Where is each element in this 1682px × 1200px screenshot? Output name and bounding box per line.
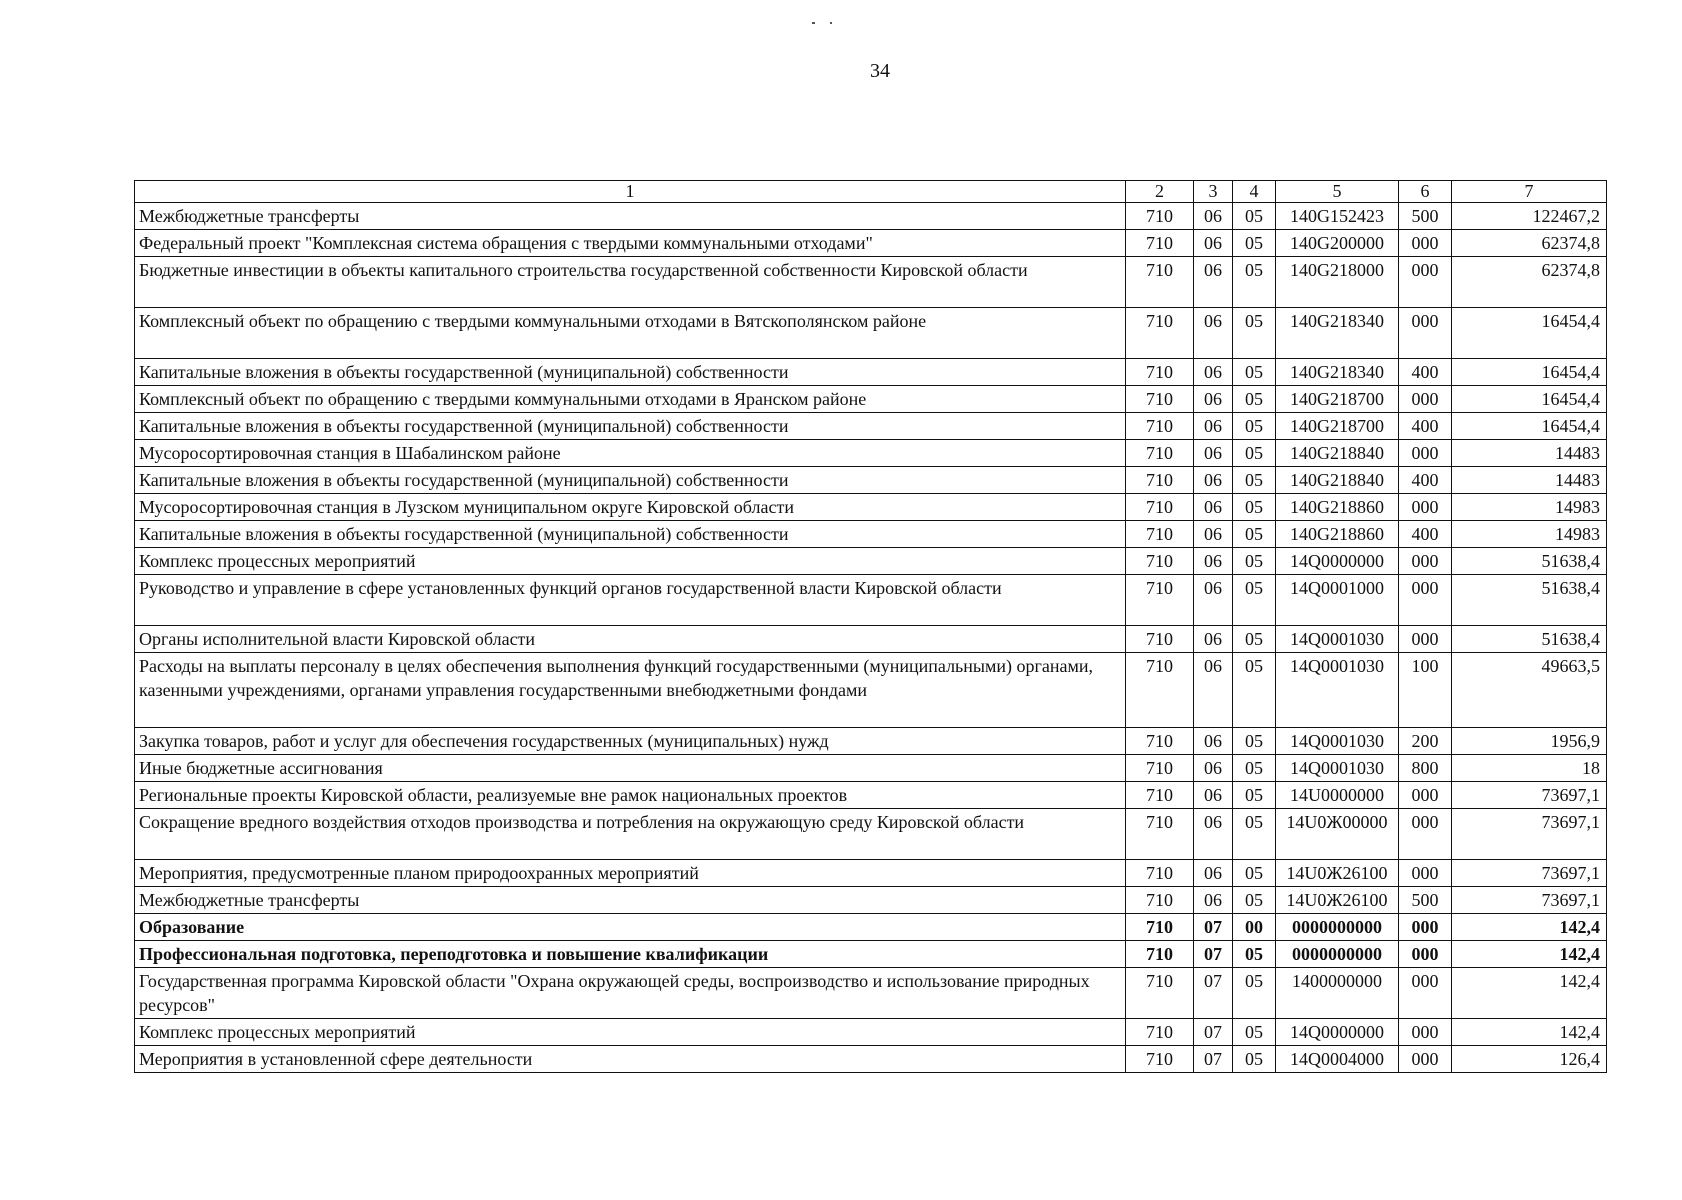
row-target-article-cell: 0000000000: [1276, 914, 1399, 941]
row-amount-cell: 142,4: [1452, 1019, 1607, 1046]
column-header-7: 7: [1452, 181, 1607, 203]
row-expense-type-cell: 800: [1399, 755, 1452, 782]
row-target-article-cell: 14U0Ж00000: [1276, 809, 1399, 860]
row-section-cell: 06: [1194, 494, 1233, 521]
row-ministry-code-cell: 710: [1126, 359, 1194, 386]
row-ministry-code-cell: 710: [1126, 653, 1194, 728]
row-amount-cell: 126,4: [1452, 1046, 1607, 1073]
table-row: [135, 728, 1607, 755]
row-section-cell: 07: [1194, 1046, 1233, 1073]
row-subsection-cell: 05: [1233, 782, 1276, 809]
row-name-cell: Мусоросортировочная станция в Шабалинском районе: [135, 440, 1126, 467]
row-amount-cell: 51638,4: [1452, 626, 1607, 653]
table-row: [135, 941, 1607, 968]
row-section-cell: 07: [1194, 1019, 1233, 1046]
row-target-article-cell: 14Q0001030: [1276, 653, 1399, 728]
row-amount-cell: 1956,9: [1452, 728, 1607, 755]
row-target-article-cell: 14Q0001030: [1276, 755, 1399, 782]
table-row: [135, 440, 1607, 467]
row-name-cell: Расходы на выплаты персоналу в целях обеспечения выполнения функций государственными (муниципальными) органами, казенными учреждениями, органами управления государственными внебюджетными фондами: [135, 653, 1126, 728]
row-name-cell: Федеральный проект "Комплексная система обращения с твердыми коммунальными отходами": [135, 230, 1126, 257]
row-expense-type-cell: 400: [1399, 413, 1452, 440]
row-amount-cell: 62374,8: [1452, 230, 1607, 257]
page-number: 34: [870, 60, 890, 82]
row-target-article-cell: 140G218700: [1276, 386, 1399, 413]
row-target-article-cell: 0000000000: [1276, 941, 1399, 968]
row-expense-type-cell: 000: [1399, 782, 1452, 809]
row-name-cell: Государственная программа Кировской области "Охрана окружающей среды, воспроизводство и использование природных ресурсов": [135, 968, 1126, 1019]
row-target-article-cell: 140G218700: [1276, 413, 1399, 440]
row-amount-cell: 73697,1: [1452, 782, 1607, 809]
row-ministry-code-cell: 710: [1126, 887, 1194, 914]
row-section-cell: 06: [1194, 653, 1233, 728]
row-ministry-code-cell: 710: [1126, 914, 1194, 941]
row-name-cell: Сокращение вредного воздействия отходов производства и потребления на окружающую среду Кировской области: [135, 809, 1126, 860]
row-ministry-code-cell: 710: [1126, 440, 1194, 467]
table-row: [135, 575, 1607, 626]
row-expense-type-cell: 000: [1399, 1019, 1452, 1046]
table-row: [135, 230, 1607, 257]
table-row: [135, 494, 1607, 521]
row-subsection-cell: 05: [1233, 359, 1276, 386]
row-name-cell: Иные бюджетные ассигнования: [135, 755, 1126, 782]
row-ministry-code-cell: 710: [1126, 203, 1194, 230]
row-ministry-code-cell: 710: [1126, 968, 1194, 1019]
row-section-cell: 06: [1194, 359, 1233, 386]
row-section-cell: 06: [1194, 467, 1233, 494]
row-ministry-code-cell: 710: [1126, 548, 1194, 575]
row-name-cell: Мусоросортировочная станция в Лузском муниципальном округе Кировской области: [135, 494, 1126, 521]
row-name-cell: Руководство и управление в сфере установленных функций органов государственной власти Кировской области: [135, 575, 1126, 626]
row-expense-type-cell: 000: [1399, 548, 1452, 575]
row-amount-cell: 16454,4: [1452, 308, 1607, 359]
row-subsection-cell: 05: [1233, 887, 1276, 914]
row-expense-type-cell: 000: [1399, 257, 1452, 308]
row-section-cell: 06: [1194, 440, 1233, 467]
row-subsection-cell: 05: [1233, 755, 1276, 782]
row-section-cell: 06: [1194, 860, 1233, 887]
table-row: [135, 308, 1607, 359]
row-section-cell: 06: [1194, 782, 1233, 809]
row-expense-type-cell: 100: [1399, 653, 1452, 728]
row-amount-cell: 14983: [1452, 521, 1607, 548]
table-row: [135, 968, 1607, 1019]
row-section-cell: 06: [1194, 230, 1233, 257]
row-amount-cell: 51638,4: [1452, 548, 1607, 575]
row-name-cell: Межбюджетные трансферты: [135, 203, 1126, 230]
row-section-cell: 07: [1194, 968, 1233, 1019]
row-subsection-cell: 05: [1233, 203, 1276, 230]
row-subsection-cell: 05: [1233, 575, 1276, 626]
table-row: [135, 653, 1607, 728]
row-target-article-cell: 14U0Ж26100: [1276, 887, 1399, 914]
scan-speck: [830, 22, 832, 24]
column-header-6: 6: [1399, 181, 1452, 203]
row-target-article-cell: 14Q0004000: [1276, 1046, 1399, 1073]
row-subsection-cell: 05: [1233, 257, 1276, 308]
column-number-header-row: [135, 181, 1607, 203]
row-expense-type-cell: 000: [1399, 941, 1452, 968]
row-amount-cell: 73697,1: [1452, 809, 1607, 860]
row-target-article-cell: 14Q0000000: [1276, 548, 1399, 575]
row-subsection-cell: 05: [1233, 653, 1276, 728]
row-target-article-cell: 140G218340: [1276, 359, 1399, 386]
row-section-cell: 06: [1194, 413, 1233, 440]
table-row: [135, 755, 1607, 782]
row-subsection-cell: 05: [1233, 440, 1276, 467]
row-ministry-code-cell: 710: [1126, 521, 1194, 548]
row-ministry-code-cell: 710: [1126, 782, 1194, 809]
row-name-cell: Комплексный объект по обращению с твердыми коммунальными отходами в Вятскополянском районе: [135, 308, 1126, 359]
row-target-article-cell: 140G218860: [1276, 521, 1399, 548]
row-expense-type-cell: 000: [1399, 230, 1452, 257]
table-row: [135, 467, 1607, 494]
row-expense-type-cell: 500: [1399, 203, 1452, 230]
row-target-article-cell: 140G218340: [1276, 308, 1399, 359]
table-row: [135, 809, 1607, 860]
table-row: [135, 548, 1607, 575]
column-header-2: 2: [1126, 181, 1194, 203]
row-ministry-code-cell: 710: [1126, 941, 1194, 968]
row-expense-type-cell: 400: [1399, 521, 1452, 548]
row-name-cell: Капитальные вложения в объекты государственной (муниципальной) собственности: [135, 521, 1126, 548]
table-row: [135, 359, 1607, 386]
row-subsection-cell: 05: [1233, 386, 1276, 413]
row-expense-type-cell: 000: [1399, 575, 1452, 626]
row-section-cell: 06: [1194, 728, 1233, 755]
table-row: [135, 782, 1607, 809]
row-name-cell: Образование: [135, 914, 1126, 941]
row-ministry-code-cell: 710: [1126, 860, 1194, 887]
row-amount-cell: 18: [1452, 755, 1607, 782]
row-ministry-code-cell: 710: [1126, 413, 1194, 440]
row-expense-type-cell: 000: [1399, 914, 1452, 941]
row-target-article-cell: 14U0000000: [1276, 782, 1399, 809]
row-amount-cell: 142,4: [1452, 914, 1607, 941]
row-name-cell: Комплекс процессных мероприятий: [135, 1019, 1126, 1046]
table-row: [135, 203, 1607, 230]
row-target-article-cell: 140G218860: [1276, 494, 1399, 521]
table-row: [135, 1046, 1607, 1073]
row-target-article-cell: 140G218840: [1276, 467, 1399, 494]
row-target-article-cell: 140G152423: [1276, 203, 1399, 230]
row-expense-type-cell: 000: [1399, 626, 1452, 653]
table-row: [135, 413, 1607, 440]
row-ministry-code-cell: 710: [1126, 386, 1194, 413]
table-row: [135, 626, 1607, 653]
row-subsection-cell: 05: [1233, 968, 1276, 1019]
scan-speck: [812, 22, 815, 24]
row-ministry-code-cell: 710: [1126, 230, 1194, 257]
row-expense-type-cell: 000: [1399, 1046, 1452, 1073]
row-name-cell: Органы исполнительной власти Кировской области: [135, 626, 1126, 653]
row-target-article-cell: 14Q0000000: [1276, 1019, 1399, 1046]
row-amount-cell: 14483: [1452, 440, 1607, 467]
row-amount-cell: 73697,1: [1452, 887, 1607, 914]
row-expense-type-cell: 000: [1399, 968, 1452, 1019]
row-expense-type-cell: 400: [1399, 467, 1452, 494]
table-row: [135, 860, 1607, 887]
row-target-article-cell: 14Q0001000: [1276, 575, 1399, 626]
column-header-4: 4: [1233, 181, 1276, 203]
row-target-article-cell: 14U0Ж26100: [1276, 860, 1399, 887]
row-ministry-code-cell: 710: [1126, 257, 1194, 308]
row-target-article-cell: 140G200000: [1276, 230, 1399, 257]
column-header-1: 1: [135, 181, 1126, 203]
row-amount-cell: 122467,2: [1452, 203, 1607, 230]
row-section-cell: 06: [1194, 257, 1233, 308]
row-amount-cell: 16454,4: [1452, 413, 1607, 440]
row-subsection-cell: 05: [1233, 728, 1276, 755]
row-amount-cell: 14983: [1452, 494, 1607, 521]
table-row: [135, 521, 1607, 548]
row-section-cell: 06: [1194, 809, 1233, 860]
row-name-cell: Капитальные вложения в объекты государственной (муниципальной) собственности: [135, 467, 1126, 494]
table-row: [135, 887, 1607, 914]
row-section-cell: 07: [1194, 914, 1233, 941]
column-header-3: 3: [1194, 181, 1233, 203]
row-ministry-code-cell: 710: [1126, 755, 1194, 782]
row-ministry-code-cell: 710: [1126, 575, 1194, 626]
row-section-cell: 06: [1194, 308, 1233, 359]
row-name-cell: Профессиональная подготовка, переподготовка и повышение квалификации: [135, 941, 1126, 968]
table-body: [135, 181, 1607, 1073]
table-row: [135, 257, 1607, 308]
row-subsection-cell: 05: [1233, 809, 1276, 860]
row-expense-type-cell: 000: [1399, 494, 1452, 521]
table-row: [135, 386, 1607, 413]
row-subsection-cell: 05: [1233, 230, 1276, 257]
row-ministry-code-cell: 710: [1126, 728, 1194, 755]
row-name-cell: Региональные проекты Кировской области, реализуемые вне рамок национальных проектов: [135, 782, 1126, 809]
row-subsection-cell: 05: [1233, 1019, 1276, 1046]
row-expense-type-cell: 500: [1399, 887, 1452, 914]
row-ministry-code-cell: 710: [1126, 1046, 1194, 1073]
budget-table: [134, 180, 1607, 1073]
row-ministry-code-cell: 710: [1126, 467, 1194, 494]
row-amount-cell: 49663,5: [1452, 653, 1607, 728]
row-subsection-cell: 05: [1233, 521, 1276, 548]
column-header-5: 5: [1276, 181, 1399, 203]
row-subsection-cell: 00: [1233, 914, 1276, 941]
row-expense-type-cell: 200: [1399, 728, 1452, 755]
row-name-cell: Мероприятия в установленной сфере деятельности: [135, 1046, 1126, 1073]
row-ministry-code-cell: 710: [1126, 809, 1194, 860]
row-name-cell: Капитальные вложения в объекты государственной (муниципальной) собственности: [135, 413, 1126, 440]
row-target-article-cell: 14Q0001030: [1276, 728, 1399, 755]
row-subsection-cell: 05: [1233, 626, 1276, 653]
row-ministry-code-cell: 710: [1126, 626, 1194, 653]
row-section-cell: 06: [1194, 548, 1233, 575]
row-target-article-cell: 140G218840: [1276, 440, 1399, 467]
row-expense-type-cell: 000: [1399, 809, 1452, 860]
row-name-cell: Комплекс процессных мероприятий: [135, 548, 1126, 575]
row-expense-type-cell: 000: [1399, 440, 1452, 467]
row-amount-cell: 142,4: [1452, 968, 1607, 1019]
row-subsection-cell: 05: [1233, 494, 1276, 521]
row-amount-cell: 142,4: [1452, 941, 1607, 968]
row-amount-cell: 16454,4: [1452, 359, 1607, 386]
row-expense-type-cell: 400: [1399, 359, 1452, 386]
row-subsection-cell: 05: [1233, 467, 1276, 494]
row-amount-cell: 16454,4: [1452, 386, 1607, 413]
row-section-cell: 06: [1194, 626, 1233, 653]
row-subsection-cell: 05: [1233, 413, 1276, 440]
row-amount-cell: 62374,8: [1452, 257, 1607, 308]
row-section-cell: 07: [1194, 941, 1233, 968]
row-subsection-cell: 05: [1233, 1046, 1276, 1073]
row-section-cell: 06: [1194, 521, 1233, 548]
row-amount-cell: 73697,1: [1452, 860, 1607, 887]
row-name-cell: Комплексный объект по обращению с твердыми коммунальными отходами в Яранском районе: [135, 386, 1126, 413]
row-name-cell: Закупка товаров, работ и услуг для обеспечения государственных (муниципальных) нужд: [135, 728, 1126, 755]
row-section-cell: 06: [1194, 755, 1233, 782]
row-section-cell: 06: [1194, 203, 1233, 230]
row-ministry-code-cell: 710: [1126, 494, 1194, 521]
row-subsection-cell: 05: [1233, 548, 1276, 575]
row-subsection-cell: 05: [1233, 860, 1276, 887]
row-section-cell: 06: [1194, 575, 1233, 626]
row-ministry-code-cell: 710: [1126, 1019, 1194, 1046]
row-section-cell: 06: [1194, 887, 1233, 914]
row-section-cell: 06: [1194, 386, 1233, 413]
table-row: [135, 1019, 1607, 1046]
row-expense-type-cell: 000: [1399, 386, 1452, 413]
row-target-article-cell: 14Q0001030: [1276, 626, 1399, 653]
row-target-article-cell: 1400000000: [1276, 968, 1399, 1019]
row-subsection-cell: 05: [1233, 308, 1276, 359]
row-target-article-cell: 140G218000: [1276, 257, 1399, 308]
row-expense-type-cell: 000: [1399, 860, 1452, 887]
row-name-cell: Капитальные вложения в объекты государственной (муниципальной) собственности: [135, 359, 1126, 386]
table-row: [135, 914, 1607, 941]
row-name-cell: Межбюджетные трансферты: [135, 887, 1126, 914]
row-ministry-code-cell: 710: [1126, 308, 1194, 359]
row-amount-cell: 14483: [1452, 467, 1607, 494]
row-subsection-cell: 05: [1233, 941, 1276, 968]
row-amount-cell: 51638,4: [1452, 575, 1607, 626]
row-expense-type-cell: 000: [1399, 308, 1452, 359]
row-name-cell: Мероприятия, предусмотренные планом природоохранных мероприятий: [135, 860, 1126, 887]
row-name-cell: Бюджетные инвестиции в объекты капитального строительства государственной собственности Кировской области: [135, 257, 1126, 308]
